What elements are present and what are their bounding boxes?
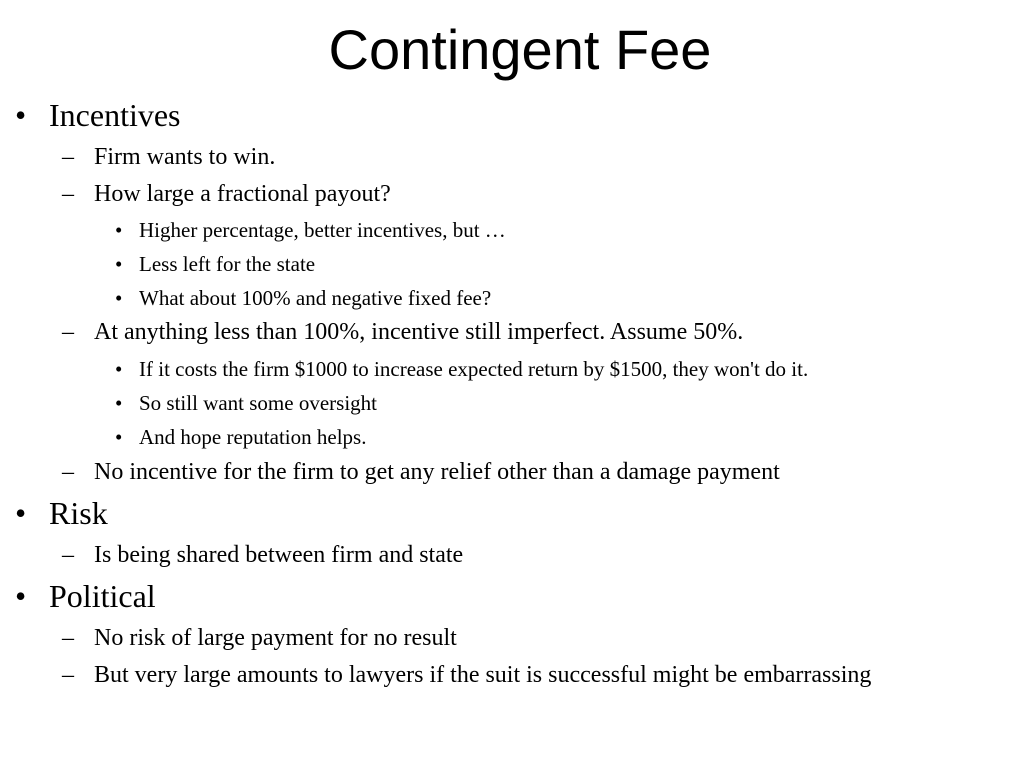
sub-bullet-text: At anything less than 100%, incentive still imperfect. Assume 50%. [94,319,744,345]
slide-title: Contingent Fee [328,18,712,81]
bullet-marker: • [115,391,123,415]
bullet-marker: • [115,286,123,310]
dash-marker: – [62,144,74,170]
bullet-text: Risk [49,495,108,531]
sub-sub-bullet-text: So still want some oversight [139,391,377,415]
bullet-text: Incentives [49,97,181,133]
dash-marker: – [62,625,74,651]
bullet-marker: • [115,425,123,449]
bullet-marker: • [15,97,27,133]
sub-sub-bullet-text: Less left for the state [139,252,316,276]
bullet-marker: • [15,495,27,531]
bullet-text: Political [49,578,156,614]
dash-marker: – [62,459,74,485]
sub-bullet-text: No risk of large payment for no result [94,625,457,651]
bullet-marker: • [115,218,123,242]
sub-sub-bullet-text: Higher percentage, better incentives, but … [139,218,506,242]
dash-marker: – [62,181,74,207]
bullet-marker: • [115,252,123,276]
sub-bullet-text: Is being shared between firm and state [94,542,464,568]
sub-sub-bullet-text: If it costs the firm $1000 to increase expected return by $1500, they won't do it. [139,357,809,381]
sub-sub-bullet-text: What about 100% and negative fixed fee? [139,286,492,310]
sub-sub-bullet-text: And hope reputation helps. [139,425,367,449]
dash-marker: – [62,662,74,688]
sub-bullet-text: Firm wants to win. [94,144,276,170]
bullet-marker: • [15,578,27,614]
dash-marker: – [62,542,74,568]
dash-marker: – [62,319,74,345]
sub-bullet-text: But very large amounts to lawyers if the suit is successful might be embarrassing [94,662,872,688]
sub-bullet-text: No incentive for the firm to get any relief other than a damage payment [94,459,780,485]
bullet-marker: • [115,357,123,381]
sub-bullet-text: How large a fractional payout? [94,181,391,207]
